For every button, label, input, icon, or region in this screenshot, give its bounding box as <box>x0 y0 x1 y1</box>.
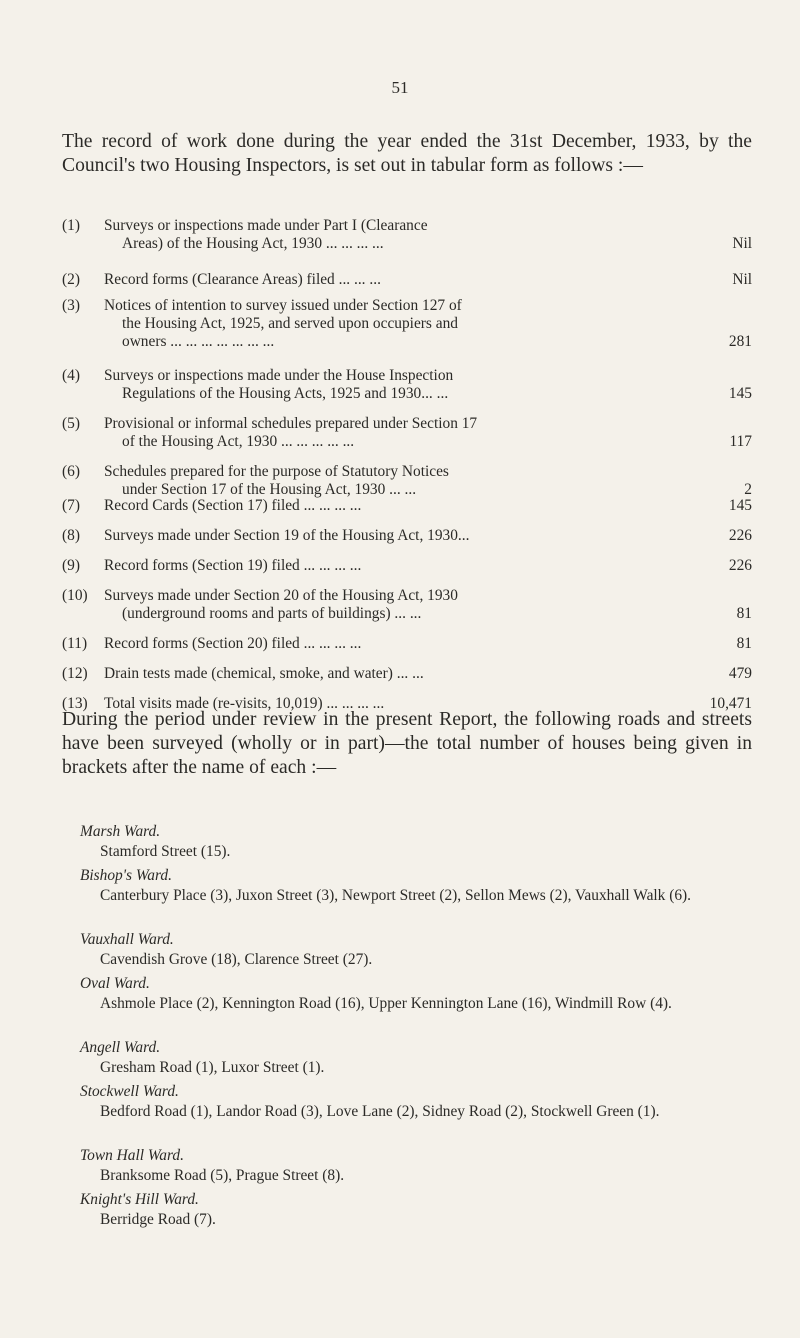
ward-streets: Bedford Road (1), Landor Road (3), Love Lane (2), Sidney Road (2), Stockwell Green (1). <box>100 1103 660 1120</box>
ward-entry <box>80 974 750 1014</box>
record-value: 145 <box>728 497 752 514</box>
record-value: Nil <box>732 235 752 252</box>
ward-streets: Berridge Road (7). <box>100 1211 216 1228</box>
record-value: 81 <box>736 635 752 652</box>
record-description-line: Drain tests made (chemical, smoke, and water) ... ... <box>104 665 424 682</box>
record-description-line: owners ... ... ... ... ... ... ... <box>122 333 275 350</box>
record-value: 479 <box>728 665 752 682</box>
record-value: 81 <box>736 605 752 622</box>
ward-entry <box>80 1082 750 1122</box>
record-number: (10) <box>62 587 88 604</box>
record-number: (1) <box>62 217 80 234</box>
record-number: (4) <box>62 367 80 384</box>
record-description-line: Areas) of the Housing Act, 1930 ... ... ... ... <box>122 235 384 252</box>
record-description <box>104 665 684 683</box>
ward-streets: Stamford Street (15). <box>100 843 231 860</box>
ward-entry <box>80 930 750 970</box>
record-description <box>104 271 684 289</box>
record-number: (12) <box>62 665 88 682</box>
record-description-line: Record forms (Clearance Areas) filed ... ... ... <box>104 271 381 288</box>
record-description <box>104 557 684 575</box>
record-number: (8) <box>62 527 80 544</box>
ward-name: Marsh Ward. <box>80 823 161 840</box>
record-number: (2) <box>62 271 80 288</box>
record-number: (3) <box>62 297 80 314</box>
record-number: (11) <box>62 635 88 652</box>
record-description-line: under Section 17 of the Housing Act, 1930 ... ... <box>122 481 417 498</box>
record-value: 226 <box>728 557 752 574</box>
record-description-line: (underground rooms and parts of buildings) ... ... <box>122 605 422 622</box>
record-description-line: Notices of intention to survey issued under Section 127 of <box>104 297 462 314</box>
intro-paragraph: The record of work done during the year ended the 31st December, 1933, by the Council's two Housing Inspectors, is set out in tabular form as follows :— <box>62 131 752 176</box>
ward-entry <box>80 1146 750 1186</box>
record-number: (7) <box>62 497 80 514</box>
ward-entry <box>80 866 750 906</box>
record-value: 117 <box>729 433 752 450</box>
streets-paragraph: During the period under review in the present Report, the following roads and streets have been surveyed (wholly or in part)—the total number of houses being given in brackets after the name of each :— <box>62 709 752 778</box>
record-value: 226 <box>728 527 752 544</box>
ward-name: Bishop's Ward. <box>80 867 172 884</box>
record-description-line: Record forms (Section 20) filed ... ... ... ... <box>104 635 362 652</box>
record-description <box>104 217 684 253</box>
record-description-line: Surveys made under Section 20 of the Housing Act, 1930 <box>104 587 458 604</box>
record-description <box>104 497 684 515</box>
record-description-line: Record Cards (Section 17) filed ... ... ... ... <box>104 497 362 514</box>
record-description <box>104 297 684 351</box>
record-description-line: Total visits made (re-visits, 10,019) ... ... ... ... <box>104 695 385 712</box>
record-number: (5) <box>62 415 80 432</box>
record-description-line: Surveys made under Section 19 of the Housing Act, 1930... <box>104 527 470 544</box>
ward-name: Town Hall Ward. <box>80 1147 184 1164</box>
ward-name: Knight's Hill Ward. <box>80 1191 199 1208</box>
ward-streets: Cavendish Grove (18), Clarence Street (27). <box>100 951 373 968</box>
ward-streets: Branksome Road (5), Prague Street (8). <box>100 1167 345 1184</box>
record-number: (13) <box>62 695 88 712</box>
record-value: Nil <box>732 271 752 288</box>
record-description-line: Schedules prepared for the purpose of Statutory Notices <box>104 463 449 480</box>
ward-name: Angell Ward. <box>80 1039 161 1056</box>
record-value: 145 <box>728 385 752 402</box>
record-value: 10,471 <box>709 695 752 712</box>
record-value: 2 <box>744 481 752 498</box>
record-number: (6) <box>62 463 80 480</box>
record-description-line: the Housing Act, 1925, and served upon occupiers and <box>122 315 458 332</box>
record-description <box>104 527 684 545</box>
ward-name: Vauxhall Ward. <box>80 931 174 948</box>
record-description-line: Record forms (Section 19) filed ... ... ... ... <box>104 557 362 574</box>
record-description <box>104 463 684 499</box>
ward-streets: Ashmole Place (2), Kennington Road (16), Upper Kennington Lane (16), Windmill Row (4). <box>100 995 672 1012</box>
record-description <box>104 367 684 403</box>
ward-name: Stockwell Ward. <box>80 1083 179 1100</box>
ward-streets: Canterbury Place (3), Juxon Street (3), Newport Street (2), Sellon Mews (2), Vauxhall Walk (6). <box>100 887 692 904</box>
page-number: 51 <box>391 78 409 97</box>
record-description <box>104 415 684 451</box>
record-number: (9) <box>62 557 80 574</box>
record-description <box>104 635 684 653</box>
record-value: 281 <box>728 333 752 350</box>
ward-streets: Gresham Road (1), Luxor Street (1). <box>100 1059 325 1076</box>
ward-name: Oval Ward. <box>80 975 150 992</box>
record-description-line: Surveys or inspections made under Part I (Clearance <box>104 217 428 234</box>
record-description-line: Provisional or informal schedules prepared under Section 17 <box>104 415 478 432</box>
record-description <box>104 587 684 623</box>
ward-entry <box>80 1038 750 1078</box>
record-description-line: of the Housing Act, 1930 ... ... ... ... ... <box>122 433 355 450</box>
ward-entry <box>80 1190 750 1230</box>
record-description-line: Surveys or inspections made under the House Inspection <box>104 367 454 384</box>
ward-entry <box>80 822 750 862</box>
record-description-line: Regulations of the Housing Acts, 1925 and 1930... ... <box>122 385 449 402</box>
